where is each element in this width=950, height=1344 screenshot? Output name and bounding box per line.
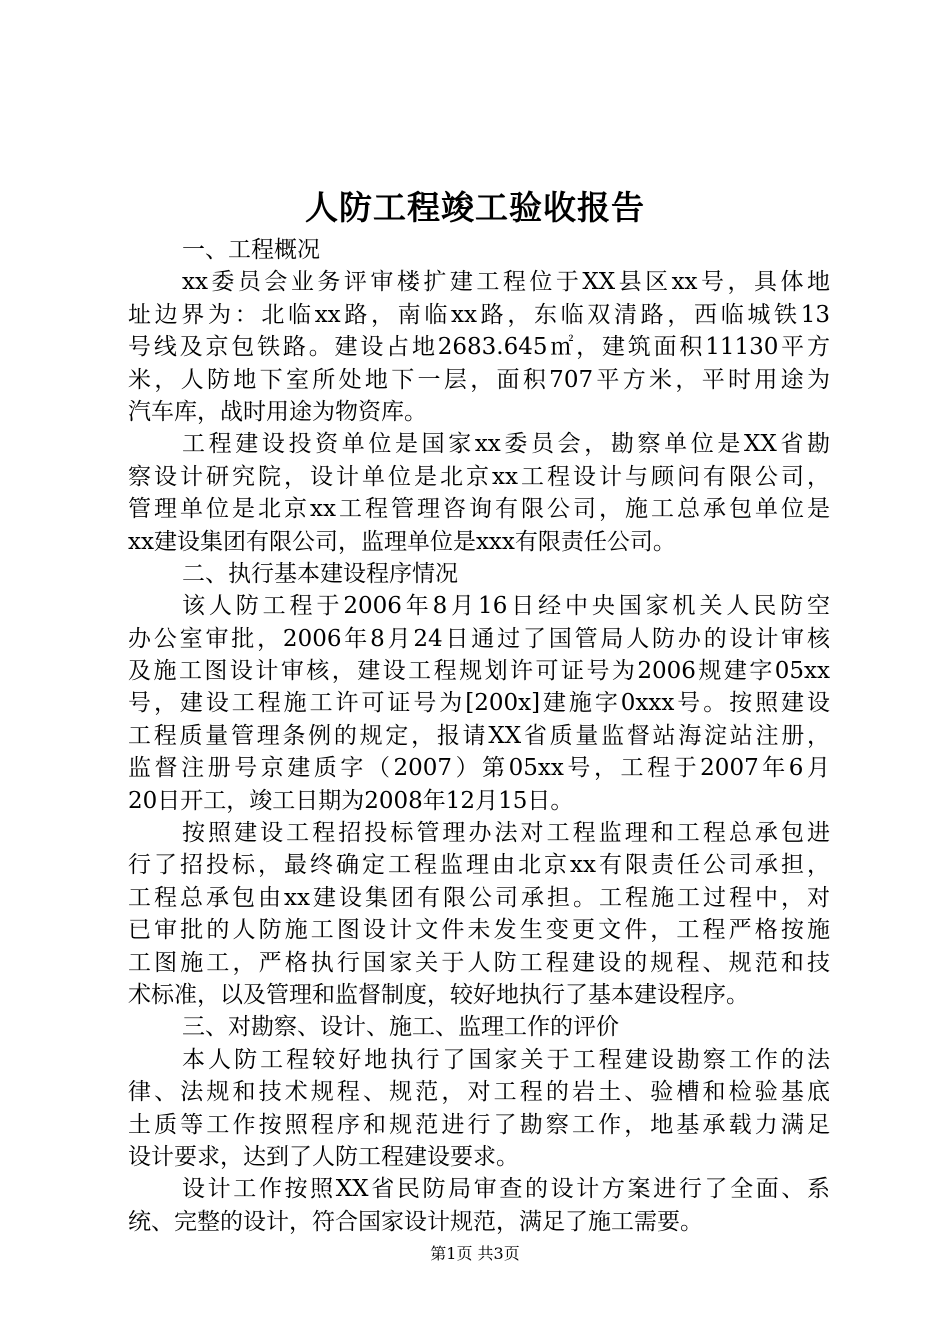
paragraph-line: xx建设集团有限公司，监理单位是xxx有限责任公司。	[128, 528, 676, 555]
paragraph-line: 及施工图设计审核，建设工程规划许可证号为2006规建字05xx	[128, 658, 830, 685]
document-body	[128, 234, 830, 1238]
paragraph-line: 察设计研究院，设计单位是北京xx工程设计与顾问有限公司，	[128, 463, 830, 490]
paragraph-line: 号线及京包铁路。建设占地2683.645㎡，建筑面积11130平方	[128, 334, 830, 361]
section-heading: 一、工程概况	[182, 237, 320, 263]
paragraph-line: 号，建设工程施工许可证号为[200x]建施字0xxx号。按照建设	[128, 690, 830, 717]
paragraph-line: 术标准，以及管理和监督制度，较好地执行了基本建设程序。	[128, 981, 749, 1008]
paragraph-line: 址边界为：北临xx路，南临xx路，东临双清路，西临城铁13	[128, 301, 830, 328]
paragraph-line: 汽车库，战时用途为物资库。	[128, 398, 427, 425]
paragraph-line: 设计要求，达到了人防工程建设要求。	[128, 1143, 519, 1170]
paragraph-line: 土质等工作按照程序和规范进行了勘察工作，地基承载力满足	[128, 1111, 830, 1138]
section-heading: 二、执行基本建设程序情况	[182, 560, 458, 587]
paragraph-line: 统、完整的设计，符合国家设计规范，满足了施工需要。	[128, 1208, 703, 1235]
paragraph-line: 工图施工，严格执行国家关于人防工程建设的规程、规范和技	[128, 949, 830, 976]
paragraph-line: 工程总承包由xx建设集团有限公司承担。工程施工过程中，对	[128, 884, 830, 911]
page-footer: 第1页 共3页	[430, 1244, 520, 1263]
paragraph-line: 米，人防地下室所处地下一层，面积707平方米，平时用途为	[128, 366, 830, 393]
paragraph-line: 律、法规和技术规程、规范，对工程的岩土、验槽和检验基底	[128, 1079, 830, 1106]
paragraph-line: xx委员会业务评审楼扩建工程位于XX县区xx号，具体地	[182, 269, 830, 296]
paragraph-line: 该人防工程于2006年8月16日经中央国家机关人民防空	[182, 593, 830, 620]
paragraph-line: 办公室审批，2006年8月24日通过了国管局人防办的设计审核	[128, 625, 830, 652]
paragraph-line: 设计工作按照XX省民防局审查的设计方案进行了全面、系	[182, 1176, 830, 1203]
paragraph-line: 已审批的人防施工图设计文件未发生变更文件，工程严格按施	[128, 917, 830, 944]
paragraph-line: 监督注册号京建质字（2007）第05xx号，工程于2007年6月	[128, 755, 830, 782]
paragraph-line: 本人防工程较好地执行了国家关于工程建设勘察工作的法	[182, 1046, 830, 1073]
paragraph-line: 按照建设工程招投标管理办法对工程监理和工程总承包进	[182, 820, 830, 847]
paragraph-line: 行了招投标，最终确定工程监理由北京xx有限责任公司承担，	[128, 852, 830, 879]
section-heading: 三、对勘察、设计、施工、监理工作的评价	[182, 1014, 619, 1041]
document-title: 人防工程竣工验收报告	[305, 188, 645, 227]
paragraph-line: 工程质量管理条例的规定，报请XX省质量监督站海淀站注册，	[128, 722, 830, 749]
paragraph-line: 工程建设投资单位是国家xx委员会，勘察单位是XX省勘	[182, 431, 830, 458]
paragraph-line: 20日开工，竣工日期为2008年12月15日。	[128, 787, 574, 814]
paragraph-line: 管理单位是北京xx工程管理咨询有限公司，施工总承包单位是	[128, 496, 830, 523]
